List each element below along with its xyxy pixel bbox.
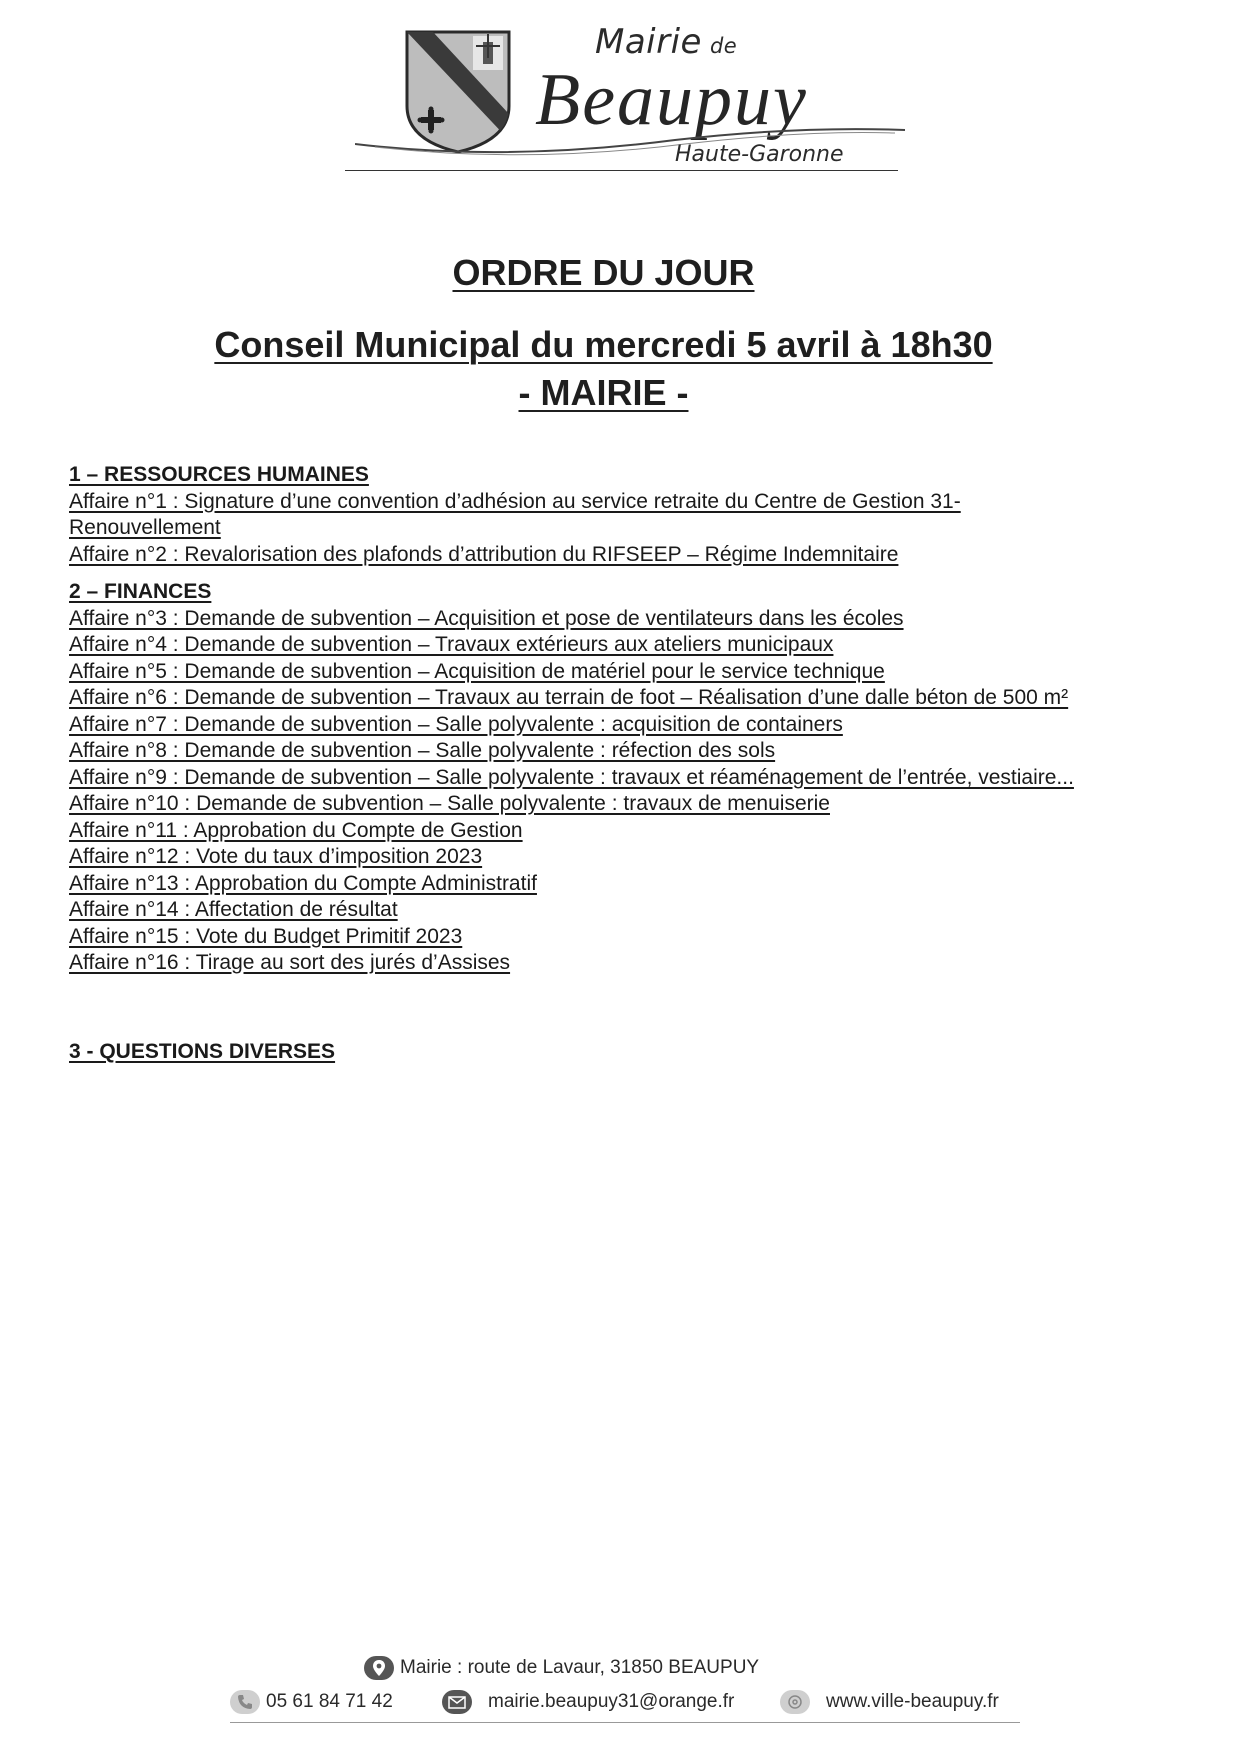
agenda-item: Affaire n°4 : Demande de subvention – Travaux extérieurs aux ateliers municipaux [69, 633, 834, 656]
agenda-item: Affaire n°9 : Demande de subvention – Salle polyvalente : travaux et réaménagement de l’entrée, vestiaire... [69, 765, 1074, 789]
letterhead [345, 22, 905, 172]
letterhead-de: de [709, 34, 738, 58]
footer-address [364, 1656, 759, 1680]
section-heading: 2 – FINANCES [69, 580, 212, 603]
location-icon [364, 1656, 394, 1680]
section-heading: 3 - QUESTIONS DIVERSES [69, 1039, 336, 1063]
agenda-item: Affaire n°14 : Affectation de résultat [69, 898, 398, 921]
letterhead-rule [345, 170, 898, 171]
agenda-list [69, 462, 1189, 1065]
agenda-item: Affaire n°11 : Approbation du Compte de Gestion [69, 818, 523, 842]
agenda-item: Affaire n°7 : Demande de subvention – Salle polyvalente : acquisition de containers [69, 712, 843, 736]
footer-email [442, 1690, 734, 1714]
footer-website [780, 1690, 999, 1714]
mail-icon [442, 1690, 472, 1714]
letterhead-mairie: Mairie de [595, 22, 738, 62]
agenda-title: ORDRE DU JOUR [452, 252, 755, 293]
phone-icon [230, 1690, 260, 1714]
meeting-title: Conseil Municipal du mercredi 5 avril à 18h30 [214, 324, 993, 365]
agenda-item: Affaire n°5 : Demande de subvention – Acquisition de matériel pour le service technique [69, 659, 885, 683]
web-icon [780, 1690, 810, 1714]
footer-phone [230, 1690, 393, 1714]
agenda-item: Affaire n°10 : Demande de subvention – Salle polyvalente : travaux de menuiserie [69, 792, 830, 815]
phone-text: 05 61 84 71 42 [266, 1691, 393, 1712]
agenda-item: Affaire n°8 : Demande de subvention – Salle polyvalente : réfection des sols [69, 739, 776, 762]
email-link[interactable]: mairie.beaupuy31@orange.fr [488, 1691, 735, 1712]
agenda-item: Affaire n°3 : Demande de subvention – Acquisition et pose de ventilateurs dans les écoles [69, 606, 904, 630]
meeting-place: - MAIRIE - [518, 372, 689, 413]
agenda-item: Affaire n°1 : Signature d’une convention d’adhésion au service retraite du Centre de Gestion 31-Renouvellement [69, 489, 961, 539]
letterhead-region: Haute-Garonne [675, 142, 844, 167]
footer-rule [230, 1722, 1020, 1723]
agenda-item: Affaire n°2 : Revalorisation des plafonds d’attribution du RIFSEEP – Régime Indemnitaire [69, 542, 899, 566]
website-link[interactable]: www.ville-beaupuy.fr [826, 1691, 999, 1712]
letterhead-town: Beaupuy [535, 59, 808, 141]
agenda-item: Affaire n°16 : Tirage au sort des jurés d’Assises [69, 951, 511, 974]
agenda-item: Affaire n°15 : Vote du Budget Primitif 2023 [69, 924, 463, 948]
section-heading: 1 – RESSOURCES HUMAINES [69, 463, 369, 486]
agenda-item: Affaire n°12 : Vote du taux d’imposition 2023 [69, 845, 483, 868]
agenda-item: Affaire n°13 : Approbation du Compte Administratif [69, 871, 537, 895]
agenda-item: Affaire n°6 : Demande de subvention – Travaux au terrain de foot – Réalisation d’une dalle béton de 500 m² [69, 686, 1069, 709]
address-text: Mairie : route de Lavaur, 31850 BEAUPUY [400, 1657, 760, 1678]
